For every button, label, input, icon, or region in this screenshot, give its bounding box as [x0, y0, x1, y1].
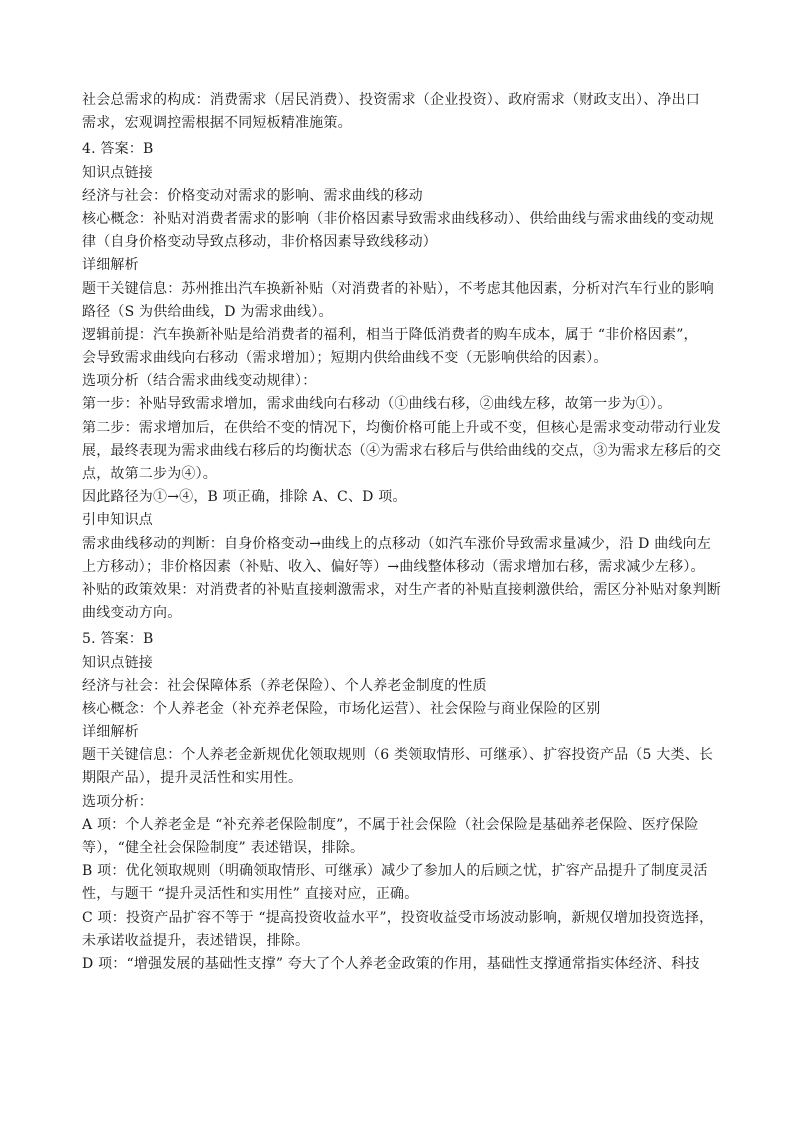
section-heading: 知识点链接	[82, 164, 153, 181]
text-line: 第一步：补贴导致需求增加，需求曲线向右移动（①曲线右移，②曲线左移，故第一步为①）。	[82, 396, 672, 413]
text-line: 律（自身价格变动导致点移动，非价格因素导致线移动）	[82, 234, 437, 251]
text-line: D 项：“增强发展的基础性支撑” 夸大了个人养老金政策的作用，基础性支撑通常指实体经济、科技	[82, 955, 700, 972]
text-line: 因此路径为①→④，B 项正确，排除 A、C、D 项。	[82, 489, 407, 506]
text-line: 需求曲线移动的判断：自身价格变动→曲线上的点移动（如汽车涨价导致需求量减少，沿 D 曲线向左	[82, 535, 712, 552]
answer-heading: 4. 答案：B	[82, 141, 154, 158]
text-line: 核心概念：补贴对消费者需求的影响（非价格因素导致需求曲线移动）、供给曲线与需求曲线的变动规	[82, 210, 714, 227]
section-heading: 详细解析	[82, 257, 139, 274]
text-line: 逻辑前提：汽车换新补贴是给消费者的福利，相当于降低消费者的购车成本，属于 “非价格因素”，	[82, 326, 698, 343]
text-line: 需求，宏观调控需根据不同短板精准施策。	[82, 115, 352, 132]
text-line: 选项分析：	[82, 793, 153, 810]
text-line: C 项：投资产品扩容不等于 “提高投资收益水平”，投资收益受市场波动影响，新规仅增加投资选择，	[82, 909, 714, 926]
text-line: 选项分析（结合需求曲线变动规律）：	[82, 373, 317, 390]
text-line: 路径（S 为供给曲线，D 为需求曲线）。	[82, 303, 333, 320]
answer-heading: 5. 答案：B	[82, 631, 154, 648]
text-line: 未承诺收益提升，表述错误，排除。	[82, 932, 310, 949]
text-line: 会导致需求曲线向右移动（需求增加）；短期内供给曲线不变（无影响供给的因素）。	[82, 350, 608, 367]
text-line: 曲线变动方向。	[82, 605, 182, 622]
text-line: 第二步：需求增加后，在供给不变的情况下，均衡价格可能上升或不变，但核心是需求变动带动行业发	[82, 419, 721, 436]
text-line: B 项：优化领取规则（明确领取情形、可继承）减少了参加人的后顾之忧，扩容产品提升了制度灵活	[82, 863, 708, 880]
text-line: 点，故第二步为④）。	[82, 466, 217, 482]
text-line: 期限产品），提升灵活性和实用性。	[82, 770, 303, 787]
text-line: 核心概念：个人养老金（补充养老保险，市场化运营）、社会保险与商业保险的区别	[82, 700, 601, 717]
text-line: A 项：个人养老金是 “补充养老保险制度”，不属于社会保险（社会保险是基础养老保险、医疗保险	[82, 816, 699, 833]
section-heading: 知识点链接	[82, 654, 153, 671]
text-line: 题干关键信息：苏州推出汽车换新补贴（对消费者的补贴），不考虑其他因素，分析对汽车行业的影响	[82, 280, 714, 297]
text-line: 展，最终表现为需求曲线右移后的均衡状态（④为需求右移后与供给曲线的交点，③为需求左移后的交	[82, 442, 721, 459]
text-line: 经济与社会：价格变动对需求的影响、需求曲线的移动	[82, 187, 423, 204]
text-line: 上方移动）；非价格因素（补贴、收入、偏好等）→曲线整体移动（需求增加右移，需求减少左移）。	[82, 558, 705, 575]
document-page	[82, 89, 722, 976]
section-heading: 详细解析	[82, 724, 139, 741]
text-line: 性，与题干 “提升灵活性和实用性” 直接对应，正确。	[82, 886, 419, 903]
text-line: 经济与社会：社会保障体系（养老保险）、个人养老金制度的性质	[82, 677, 487, 694]
text-line: 社会总需求的构成：消费需求（居民消费）、投资需求（企业投资）、政府需求（财政支出）、净出口	[82, 92, 700, 108]
text-line: 等），“健全社会保险制度” 表述错误，排除。	[82, 840, 365, 856]
text-line: 题干关键信息：个人养老金新规优化领取规则（6 类领取情形、可继承）、扩容投资产品（5 大类、长	[82, 747, 714, 764]
section-heading: 引申知识点	[82, 512, 153, 529]
text-line: 补贴的政策效果：对消费者的补贴直接刺激需求，对生产者的补贴直接刺激供给，需区分补贴对象判断	[82, 581, 721, 598]
